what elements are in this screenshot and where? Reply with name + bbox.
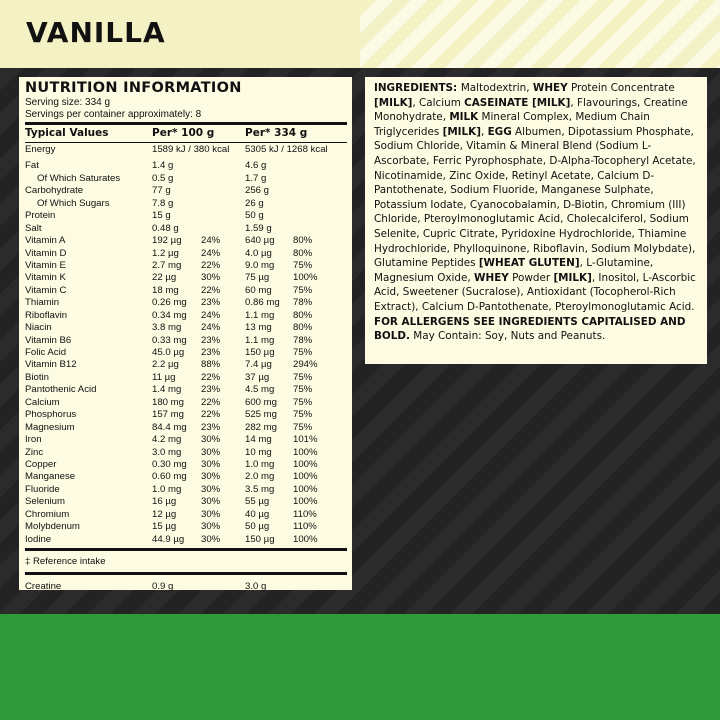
reference-intake-note: ‡ Reference intake	[25, 556, 106, 567]
ri-per-100g: 30%	[201, 483, 221, 495]
value-per-334g: 1.1 mg	[245, 309, 275, 321]
ri-per-334g: 78%	[293, 297, 313, 309]
value-per-100g: 1.4 mg	[152, 384, 182, 396]
ri-per-100g: 30%	[201, 521, 221, 533]
ingredient-segment: , Flavourings, Creatine Monohydrate,	[374, 96, 688, 124]
ri-per-334g: 78%	[293, 334, 313, 346]
value-per-334g: 37 µg	[245, 371, 270, 383]
ingredient-segment: , Calcium	[412, 96, 465, 109]
value-per-334g: 1.1 mg	[245, 334, 275, 346]
ri-per-100g: 30%	[201, 471, 221, 483]
creatine-label: Creatine	[25, 581, 62, 592]
value-per-334g: 60 mg	[245, 284, 272, 296]
table-row	[25, 447, 347, 459]
value-per-334g: 1.0 mg	[245, 458, 275, 470]
ingredient-bold-segment: INGREDIENTS:	[374, 82, 461, 94]
table-row	[25, 484, 347, 496]
value-per-334g: 40 µg	[245, 508, 270, 520]
ri-per-334g: 75%	[293, 384, 313, 396]
table-row	[25, 347, 347, 359]
ri-per-334g: 75%	[293, 259, 313, 271]
value-per-334g: 5305 kJ / 1268 kcal	[245, 144, 328, 155]
ri-per-334g: 80%	[293, 309, 313, 321]
ri-per-100g: 22%	[201, 409, 221, 421]
ingredient-bold-segment: [MILK]	[553, 271, 592, 284]
divider	[25, 548, 347, 551]
ri-per-334g: 75%	[293, 421, 313, 433]
ingredient-segment: Mineral Complex, Medium Chain Triglycerides	[374, 111, 650, 138]
nutrient-name: Thiamin	[25, 297, 60, 309]
value-per-100g: 1.4 g	[152, 160, 174, 172]
ingredient-bold-segment: CASEINATE [MILK]	[464, 96, 571, 109]
table-row	[25, 434, 347, 446]
value-per-100g: 0.33 mg	[152, 334, 187, 346]
value-per-334g: 26 g	[245, 197, 264, 209]
nutrient-name: Phosphorus	[25, 409, 77, 421]
nutrient-name: Fluoride	[25, 483, 60, 495]
table-row	[25, 409, 347, 421]
value-per-334g: 1.7 g	[245, 172, 267, 184]
ri-per-100g: 23%	[201, 347, 221, 358]
ingredient-segment: , L-Glutamine, Magnesium Oxide,	[374, 257, 654, 284]
ri-per-100g: 22%	[201, 396, 221, 408]
value-per-334g: 2.0 mg	[245, 471, 275, 483]
ri-per-334g: 75%	[293, 284, 313, 296]
value-per-100g: 2.2 µg	[152, 359, 179, 371]
divider	[25, 142, 347, 143]
ri-per-334g: 100%	[293, 483, 318, 495]
table-row	[25, 160, 347, 172]
header-per-100g: Per* 100 g	[152, 127, 215, 139]
ri-per-100g	[201, 210, 245, 222]
nutrient-name: Energy	[25, 144, 56, 155]
ri-per-100g	[201, 223, 245, 235]
table-row	[25, 285, 347, 297]
table-row	[25, 335, 347, 347]
table-row	[25, 310, 347, 322]
value-per-334g: 1.59 g	[245, 222, 272, 234]
ri-per-334g	[293, 223, 343, 235]
value-per-100g: 1589 kJ / 380 kcal	[152, 144, 230, 155]
table-row	[25, 372, 347, 384]
value-per-100g: 192 µg	[152, 235, 182, 247]
table-row	[25, 185, 347, 197]
ingredient-bold-segment: [MILK]	[442, 125, 481, 138]
value-per-334g: 50 g	[245, 210, 264, 222]
creatine-per-100g: 0.9 g	[152, 581, 174, 592]
nutrient-name: Folic Acid	[25, 347, 67, 358]
ri-per-100g: 24%	[201, 235, 221, 247]
value-per-100g: 44.9 µg	[152, 533, 185, 545]
table-row	[25, 198, 347, 210]
value-per-334g: 256 g	[245, 185, 270, 197]
value-per-334g: 4.6 g	[245, 160, 267, 172]
value-per-100g: 0.30 mg	[152, 458, 187, 470]
value-per-100g: 77 g	[152, 185, 171, 197]
value-per-334g: 13 mg	[245, 322, 272, 334]
value-per-100g: 1.2 µg	[152, 247, 179, 259]
ri-per-334g: 100%	[293, 496, 318, 508]
table-row	[25, 509, 347, 521]
nutrient-name: Molybdenum	[25, 521, 80, 533]
nutrient-name: Calcium	[25, 396, 60, 408]
ri-per-100g	[201, 144, 245, 156]
table-row	[25, 521, 347, 533]
ingredient-bold-segment: [MILK]	[374, 96, 413, 109]
ri-per-334g	[293, 210, 343, 222]
value-per-334g: 4.0 µg	[245, 247, 272, 259]
ri-per-100g: 22%	[201, 259, 221, 271]
value-per-100g: 11 µg	[152, 371, 176, 383]
ri-per-100g	[201, 160, 245, 172]
ri-per-100g: 30%	[201, 458, 221, 470]
value-per-334g: 0.86 mg	[245, 297, 280, 309]
ingredients-text	[374, 81, 699, 344]
table-row	[25, 459, 347, 471]
table-row	[25, 422, 347, 434]
ri-per-100g: 24%	[201, 322, 221, 334]
ingredient-bold-segment: EGG	[487, 125, 512, 138]
value-per-100g: 16 µg	[152, 496, 177, 508]
nutrition-rows	[25, 144, 347, 546]
table-row	[25, 397, 347, 409]
ri-per-334g: 101%	[293, 434, 318, 446]
ingredient-segment: Maltodextrin,	[460, 82, 533, 94]
table-row	[25, 534, 347, 546]
ri-per-100g: 23%	[201, 334, 221, 346]
value-per-100g: 2.7 mg	[152, 259, 182, 271]
title-band-stripes	[360, 0, 720, 68]
ri-per-334g: 100%	[293, 533, 318, 545]
ingredient-segment: Powder	[508, 271, 554, 284]
table-row	[25, 248, 347, 260]
ri-per-334g: 294%	[293, 359, 318, 371]
value-per-100g: 0.34 mg	[152, 309, 187, 321]
value-per-334g: 150 µg	[245, 347, 275, 358]
ingredient-segment: Albumen, Dipotassium Phosphate, Sodium Chloride, Vitamin & Mineral Blend (Sodium L-Ascorbate, Ferric Pyrophosphate, D-Alpha-Tocopheryl Acetate, Nicotinamide, Zinc Oxide, Retinyl Acetate, Calcium D-Pantothenate, Sodium Fluoride, Manganese Sulphate, Potassium Iodate, Cyanocobalamin, D-Biotin, Chromium (III) Chloride, Pteroylmonoglutamic Acid, Cholecalciferol, Sodium Selenite, Cupric Citrate, Pyridoxine Hydrochloride, Thiamine Hydrochloride, Phylloquinone, Riboflavin, Sodium Molybdate), Glutamine Peptides	[374, 125, 696, 270]
ingredient-bold-segment: MILK	[449, 111, 479, 124]
nutrient-name: Vitamin E	[25, 259, 66, 271]
ingredient-segment: ,	[480, 125, 488, 138]
ingredient-bold-segment: FOR ALLERGENS SEE INGREDIENTS CAPITALISED AND BOLD.	[374, 315, 686, 343]
divider	[25, 122, 347, 125]
green-footer-band	[0, 614, 720, 720]
value-per-334g: 282 mg	[245, 421, 277, 433]
value-per-100g: 4.2 mg	[152, 434, 182, 446]
value-per-100g: 0.60 mg	[152, 471, 187, 483]
value-per-100g: 0.26 mg	[152, 297, 187, 309]
nutrient-name: Vitamin C	[25, 284, 67, 296]
creatine-per-334g: 3.0 g	[245, 581, 267, 592]
ri-per-334g: 100%	[293, 471, 318, 483]
nutrient-name: Salt	[25, 222, 42, 234]
table-row	[25, 210, 347, 222]
value-per-100g: 18 mg	[152, 284, 179, 296]
ri-per-100g: 22%	[201, 284, 221, 296]
ingredient-segment: May Contain: Soy, Nuts and Peanuts.	[409, 330, 606, 343]
nutrient-name: Vitamin B12	[25, 359, 77, 371]
value-per-334g: 600 mg	[245, 396, 277, 408]
nutrient-name: Niacin	[25, 322, 52, 334]
value-per-100g: 3.8 mg	[152, 322, 182, 334]
ri-per-334g: 110%	[293, 508, 317, 520]
ri-per-100g: 22%	[201, 371, 221, 383]
nutrient-name: Selenium	[25, 496, 65, 508]
ri-per-334g	[293, 198, 343, 210]
nutrient-name: Biotin	[25, 371, 49, 383]
ri-per-334g: 75%	[293, 396, 313, 408]
ri-per-100g: 24%	[201, 309, 221, 321]
ri-per-334g: 75%	[293, 371, 313, 383]
ingredient-bold-segment: [WHEAT GLUTEN]	[478, 257, 580, 270]
ri-per-100g: 23%	[201, 384, 221, 396]
ri-per-100g: 30%	[201, 533, 221, 545]
value-per-100g: 84.4 mg	[152, 421, 187, 433]
nutrient-name: Iron	[25, 434, 42, 446]
ri-per-334g: 80%	[293, 322, 313, 334]
nutrient-name: Riboflavin	[25, 309, 68, 321]
ri-per-334g: 110%	[293, 521, 317, 533]
table-row	[25, 272, 347, 284]
product-title: VANILLA	[26, 16, 166, 49]
value-per-334g: 9.0 mg	[245, 259, 275, 271]
value-per-100g: 45.0 µg	[152, 347, 185, 358]
table-row	[25, 496, 347, 508]
nutrient-name: Copper	[25, 458, 57, 470]
value-per-100g: 15 g	[152, 210, 171, 222]
nutrient-name: Of Which Saturates	[37, 172, 121, 184]
value-per-100g: 1.0 mg	[152, 483, 182, 495]
serving-size: Serving size: 334 g	[25, 97, 111, 108]
ri-per-100g: 24%	[201, 247, 221, 259]
value-per-334g: 525 mg	[245, 409, 277, 421]
nutrient-name: Vitamin B6	[25, 334, 72, 346]
divider	[25, 572, 347, 575]
nutrient-name: Vitamin A	[25, 235, 66, 247]
creatine-row	[25, 577, 347, 593]
ri-per-334g: 100%	[293, 458, 318, 470]
ri-per-100g	[201, 185, 245, 197]
value-per-334g: 4.5 mg	[245, 384, 275, 396]
value-per-100g: 7.8 g	[152, 197, 174, 209]
value-per-334g: 55 µg	[245, 496, 270, 508]
nutrient-name: Protein	[25, 210, 56, 222]
nutrient-name: Zinc	[25, 446, 44, 458]
nutrient-name: Vitamin D	[25, 247, 67, 259]
ri-per-100g: 30%	[201, 508, 221, 520]
nutrition-panel	[19, 77, 352, 590]
value-per-100g: 0.5 g	[152, 172, 174, 184]
value-per-334g: 7.4 µg	[245, 359, 272, 371]
ri-per-334g: 80%	[293, 247, 313, 259]
table-row	[25, 359, 347, 371]
ri-per-334g	[293, 144, 343, 156]
ri-per-334g: 100%	[293, 272, 318, 284]
table-row	[25, 260, 347, 272]
nutrition-title: NUTRITION INFORMATION	[25, 80, 242, 96]
nutrient-name: Manganese	[25, 471, 76, 483]
value-per-100g: 15 µg	[152, 521, 177, 533]
ri-per-100g: 30%	[201, 434, 221, 446]
ri-per-100g	[201, 198, 245, 210]
ri-per-100g: 30%	[201, 496, 221, 508]
nutrient-name: Carbohydrate	[25, 185, 84, 197]
table-row	[25, 322, 347, 334]
ri-per-100g: 30%	[201, 272, 221, 284]
ri-per-334g: 100%	[293, 446, 318, 458]
servings-per-container: Servings per container approximately: 8	[25, 108, 202, 120]
ri-per-100g: 23%	[201, 421, 221, 433]
value-per-334g: 150 µg	[245, 533, 275, 545]
ingredients-panel	[365, 77, 707, 364]
value-per-100g: 157 mg	[152, 409, 184, 421]
ri-per-334g: 75%	[293, 409, 313, 421]
ri-per-100g: 30%	[201, 446, 221, 458]
table-row	[25, 173, 347, 185]
ri-per-100g	[201, 173, 245, 185]
value-per-334g: 14 mg	[245, 434, 272, 446]
nutrient-name: Of Which Sugars	[37, 197, 110, 209]
value-per-100g: 22 µg	[152, 272, 177, 284]
nutrient-name: Iodine	[25, 533, 52, 545]
table-row	[25, 235, 347, 247]
value-per-100g: 3.0 mg	[152, 446, 182, 458]
ri-per-100g: 23%	[201, 297, 221, 309]
header-typical-values: Typical Values	[25, 127, 109, 139]
table-row	[25, 297, 347, 309]
ri-per-334g	[293, 173, 343, 185]
value-per-334g: 3.5 mg	[245, 483, 275, 495]
nutrient-name: Pantothenic Acid	[25, 384, 97, 396]
table-header	[25, 127, 347, 141]
value-per-334g: 50 µg	[245, 521, 270, 533]
ingredient-bold-segment: WHEY	[474, 271, 509, 284]
nutrient-name: Chromium	[25, 508, 70, 520]
ingredient-segment: Protein Concentrate	[567, 82, 675, 94]
table-row	[25, 144, 347, 156]
table-row	[25, 384, 347, 396]
ingredient-segment: , Inositol, L-Ascorbic Acid, Sweetener (Sucralose), Antioxidant (Tocopherol-Rich Extract), Calcium D-Pantothenate, Pteroylmonoglutamic Acid.	[374, 271, 696, 313]
ri-per-334g: 80%	[293, 235, 313, 247]
value-per-334g: 640 µg	[245, 235, 275, 247]
value-per-334g: 75 µg	[245, 272, 270, 284]
value-per-100g: 0.48 g	[152, 222, 179, 234]
ingredient-bold-segment: WHEY	[532, 82, 568, 94]
table-row	[25, 471, 347, 483]
value-per-100g: 12 µg	[152, 508, 177, 520]
ri-per-334g: 75%	[293, 347, 313, 358]
value-per-100g: 180 mg	[152, 396, 184, 408]
table-row	[25, 223, 347, 235]
nutrient-name: Magnesium	[25, 421, 75, 433]
nutrient-name: Fat	[25, 160, 39, 172]
ri-per-100g: 88%	[201, 359, 221, 371]
value-per-334g: 10 mg	[245, 446, 272, 458]
ri-per-334g	[293, 160, 343, 172]
nutrient-name: Vitamin K	[25, 272, 66, 284]
header-per-334g: Per* 334 g	[245, 127, 308, 139]
ri-per-334g	[293, 185, 343, 197]
